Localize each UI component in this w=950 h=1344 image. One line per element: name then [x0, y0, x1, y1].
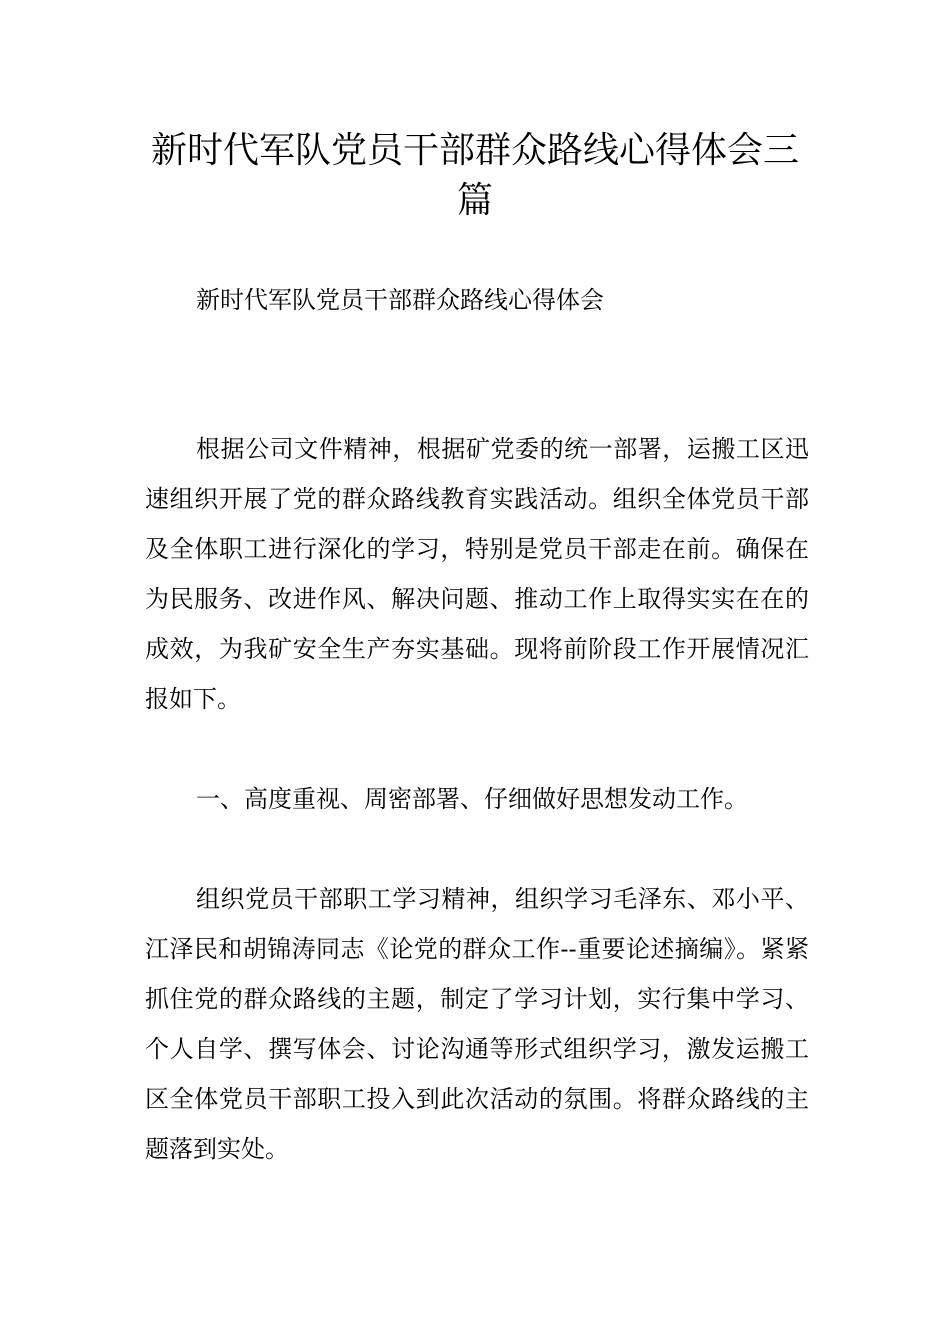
paragraph-section-1: 组织党员干部职工学习精神，组织学习毛泽东、邓小平、江泽民和胡锦涛同志《论党的群众工作--重要论述摘编》。紧紧抓住党的群众路线的主题，制定了学习计划，实行集中学习、个人自学、撰写体会、讨论沟通等形式组织学习，激发运搬工区全体党员干部职工投入到此次活动的氛围。将群众路线的主题落到实处。	[145, 885, 809, 1163]
document-subtitle: 新时代军队党员干部群众路线心得体会	[196, 286, 604, 314]
section-heading-1: 一、高度重视、周密部署、仔细做好思想发动工作。	[196, 785, 748, 813]
document-title: 新时代军队党员干部群众路线心得体会三篇	[150, 130, 799, 221]
paragraph-intro: 根据公司文件精神，根据矿党委的统一部署，运搬工区迅速组织开展了党的群众路线教育实践活动。组织全体党员干部及全体职工进行深化的学习，特别是党员干部走在前。确保在为民服务、改进作风、解决问题、推动工作上取得实实在在的成效，为我矿安全生产夯实基础。现将前阶段工作开展情况汇报如下。	[145, 435, 809, 713]
